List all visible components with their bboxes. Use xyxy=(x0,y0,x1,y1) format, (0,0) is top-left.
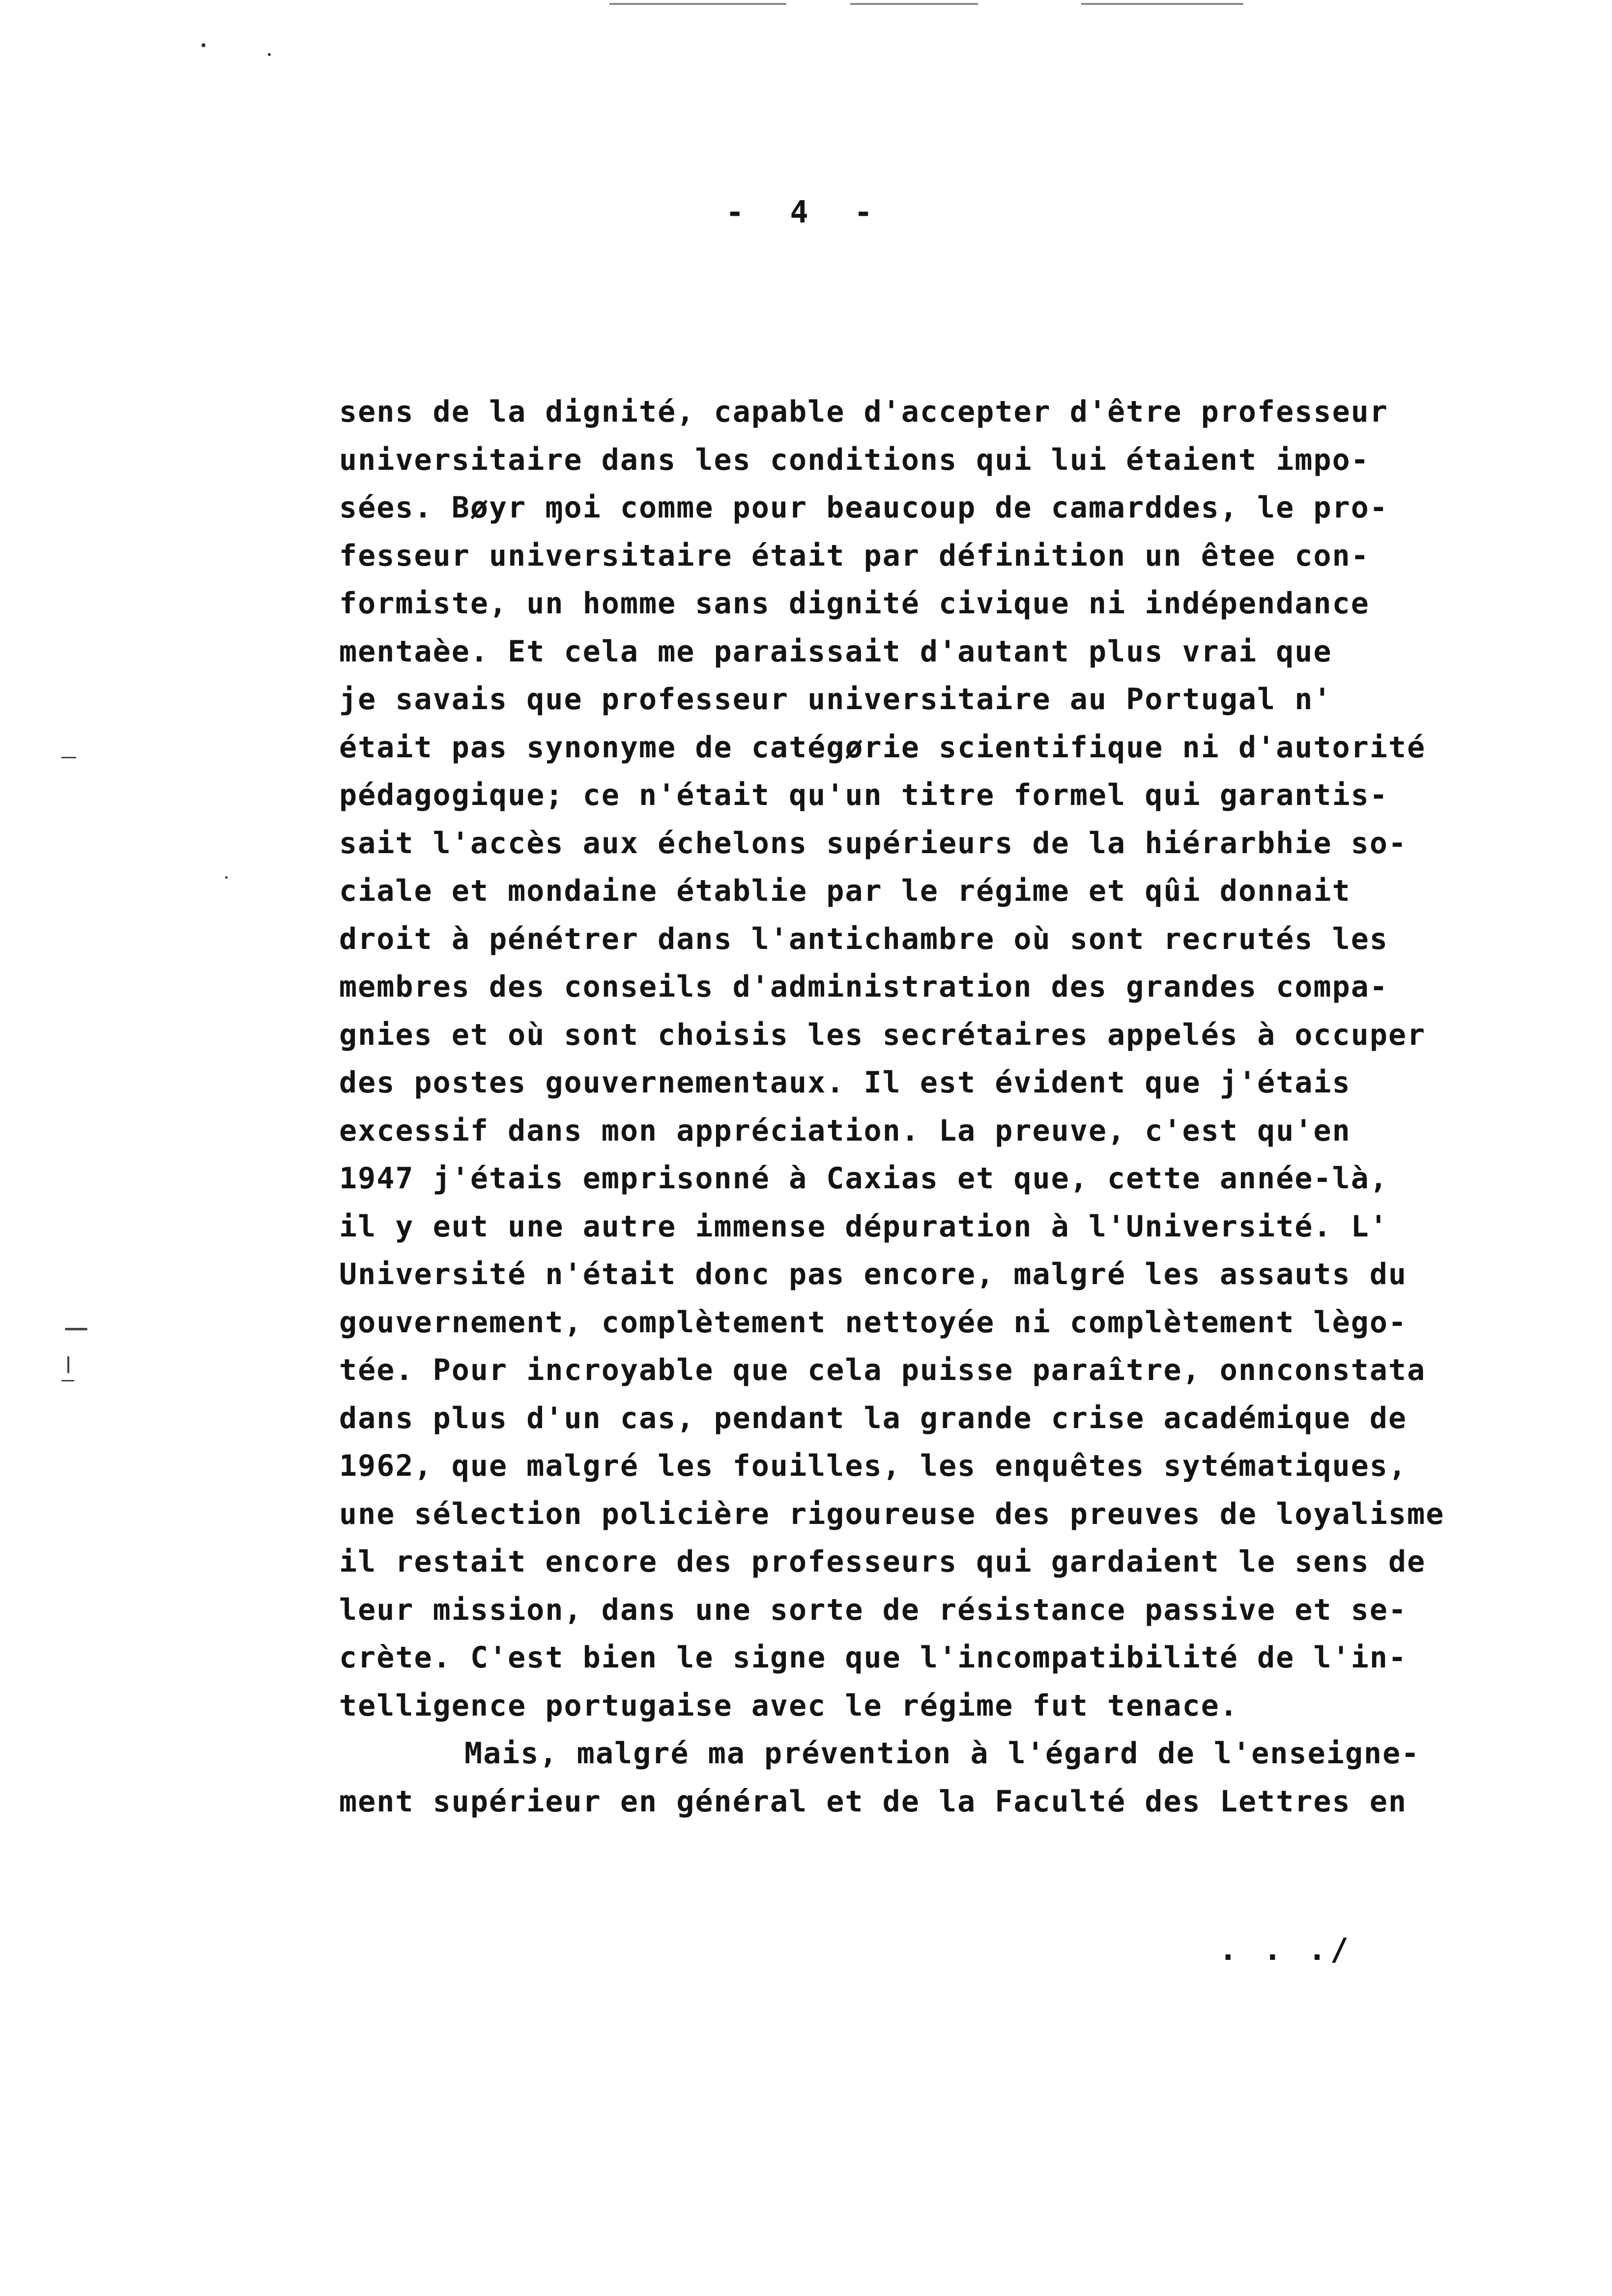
text-line: Université n'était donc pas encore, malgré les assauts du xyxy=(339,1257,1408,1292)
scan-speck xyxy=(202,43,205,47)
scan-edge-rule xyxy=(609,3,786,5)
text-line: il y eut une autre immense dépuration à l'Université. L' xyxy=(339,1209,1388,1244)
text-line: mentaèe. Et cela me paraissait d'autant plus vrai que xyxy=(339,634,1332,669)
text-line: gnies et où sont choisis les secrétaires appelés à occuper xyxy=(339,1017,1426,1052)
scan-edge-rule xyxy=(850,3,978,5)
text-line: 1947 j'étais emprisonné à Caxias et que, cette année-là, xyxy=(339,1161,1388,1196)
text-line: sait l'accès aux échelons supérieurs de la hiérarbhie so- xyxy=(339,826,1408,861)
body-text xyxy=(339,388,1528,1826)
text-line: universitaire dans les conditions qui lui étaient impo- xyxy=(339,442,1370,477)
text-line: il restait encore des professeurs qui gardaient le sens de xyxy=(339,1545,1426,1579)
margin-mark xyxy=(61,1380,74,1381)
text-line: sens de la dignité, capable d'accepter d'être professeur xyxy=(339,395,1388,429)
text-line: une sélection policière rigoureuse des preuves de loyalisme xyxy=(339,1496,1445,1531)
text-line: telligence portugaise avec le régime fut tenace. xyxy=(339,1688,1238,1723)
text-line: membres des conseils d'administration des grandes compa- xyxy=(339,970,1388,1004)
text-line: excessif dans mon appréciation. La preuve, c'est qu'en xyxy=(339,1113,1351,1148)
scan-speck xyxy=(225,876,228,879)
text-line: ciale et mondaine établie par le régime et qûi donnait xyxy=(339,874,1351,908)
text-line: sées. Bøyr ɱoi comme pour beaucoup de camarddes, le pro- xyxy=(339,490,1388,525)
text-line: gouvernement, complètement nettoyée ni complètement lègo- xyxy=(339,1305,1408,1340)
text-line: je savais que professeur universitaire au Portugal n' xyxy=(339,682,1332,717)
page-number: - 4 - xyxy=(725,194,887,230)
text-line: formiste, un homme sans dignité civique ni indépendance xyxy=(339,586,1370,621)
scan-speck xyxy=(268,53,271,56)
text-line: ment supérieur en général et de la Faculté des Lettres en xyxy=(339,1784,1408,1819)
text-line: crète. C'est bien le signe que l'incompatibilité de l'in- xyxy=(339,1640,1408,1675)
text-line: droit à pénétrer dans l'antichambre où sont recrutés les xyxy=(339,921,1388,956)
paragraph-start-line: Mais, malgré ma prévention à l'égard de l'enseigne- xyxy=(464,1736,1420,1771)
scan-edge-rule xyxy=(1081,3,1243,5)
continuation-mark: . . ./ xyxy=(1219,1931,1353,1967)
text-line: était pas synonyme de catégørie scientifique ni d'autorité xyxy=(339,730,1426,765)
text-line: pédagogique; ce n'était qu'un titre formel qui garantis- xyxy=(339,778,1388,812)
text-line: leur mission, dans une sorte de résistance passive et se- xyxy=(339,1592,1408,1627)
text-line: fesseur universitaire était par définition un êtee con- xyxy=(339,538,1370,573)
text-line: tée. Pour incroyable que cela puisse paraître, onnconstata xyxy=(339,1353,1426,1387)
margin-mark xyxy=(65,1328,87,1330)
text-line: dans plus d'un cas, pendant la grande crise académique de xyxy=(339,1401,1408,1435)
margin-mark xyxy=(61,757,76,758)
text-line: des postes gouvernementaux. Il est évident que j'étais xyxy=(339,1065,1351,1100)
margin-mark xyxy=(67,1356,69,1373)
text-line: 1962, que malgré les fouilles, les enquêtes sytématiques, xyxy=(339,1449,1408,1483)
